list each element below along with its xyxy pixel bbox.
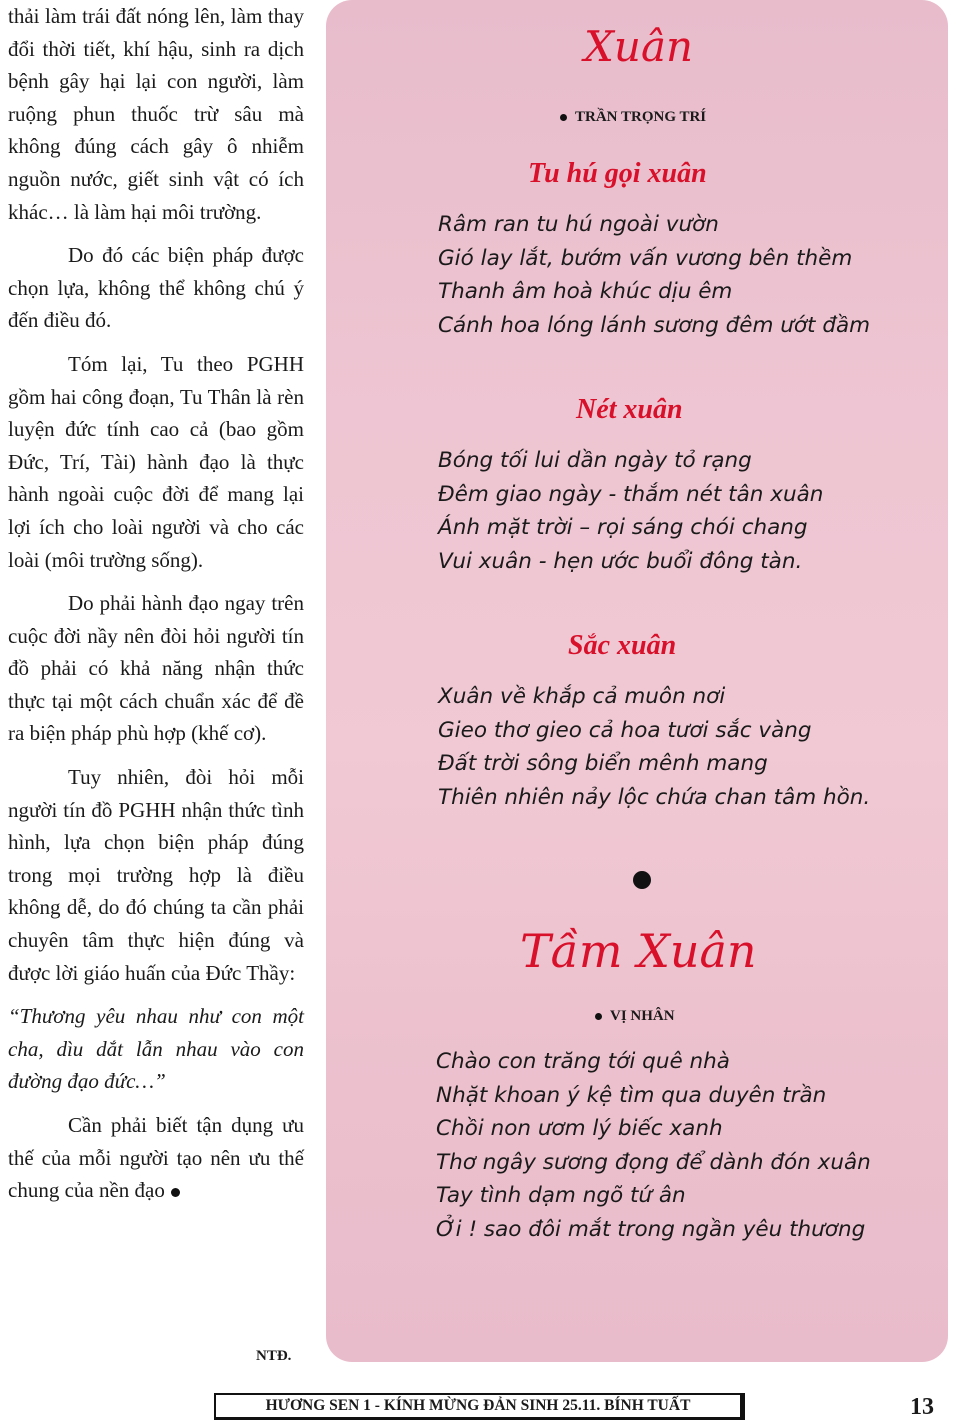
verse-line: Thanh âm hoà khúc dịu êm: [438, 279, 733, 305]
verse-line: Ánh mặt trời – rọi sáng chói chang: [438, 515, 808, 541]
poem-2-verse: [436, 1045, 871, 1247]
section-3-verse: [438, 680, 870, 814]
quote: “Thương yêu nhau như con một cha, dìu dắt lẫn nhau vào con đường đạo đức…”: [8, 1004, 304, 1094]
poem-1-author-name: TRẦN TRỌNG TRÍ: [575, 109, 707, 125]
verse-line: Đêm giao ngày - thắm nét tân xuân: [438, 481, 824, 507]
separator-dot: [633, 871, 651, 889]
bullet-icon: [560, 114, 567, 121]
paragraph-5: Tuy nhiên, đòi hỏi mỗi người tín đồ PGHH nhận thức tình hình, lựa chọn biện pháp đúng trong mọi trường hợp là điều không dễ, do đó chúng ta cần phải chuyên tâm thực hiện đúng và được lời giáo huấn của Đức Thầy:: [8, 765, 304, 985]
end-bullet: [171, 1188, 180, 1197]
paragraph-4: Do phải hành đạo ngay trên cuộc đời nầy nên đòi hỏi người tín đồ phải có khả năng nhận thức thực tại một cách chuẩn xác để đề ra biện pháp phù hợp (khế cơ).: [8, 591, 304, 746]
verse-line: Gió lay lắt, bướm vấn vương bên thềm: [438, 245, 853, 271]
verse-line: Cánh hoa lóng lánh sương đêm ướt đầm: [438, 312, 871, 338]
section-1-verse: [438, 208, 870, 342]
verse-line: Ởi ! sao đôi mắt trong ngần yêu thương: [436, 1216, 866, 1242]
paragraph-1: thải làm trái đất nóng lên, làm thay đổi thời tiết, khí hậu, sinh ra dịch bệnh gây hại lại con người, làm ruộng phun thuốc trừ sâu mà không đúng cách gây ô nhiễm nguồn nước, giết sinh vật có ích khác… là làm hại môi trường.: [8, 4, 304, 224]
poem-2-author-name: VỊ NHÂN: [610, 1008, 675, 1024]
article-column: [8, 0, 304, 1218]
paragraph-6-text: Cần phải biết tận dụng ưu thế của mỗi người tạo nên ưu thế chung của nền đạo: [8, 1113, 304, 1203]
section-2-title: Nét xuân: [576, 394, 683, 425]
page-number: 13: [910, 1394, 934, 1420]
paragraph-6: [8, 1109, 304, 1207]
verse-line: Thơ ngây sương đọng để dành đón xuân: [436, 1149, 871, 1175]
verse-line: Bóng tối lui dần ngày tỏ rạng: [438, 448, 752, 473]
poem-1-title: Xuân: [584, 22, 694, 71]
verse-line: Chào con trăng tới quê nhà: [436, 1049, 730, 1074]
verse-line: Thiên nhiên nảy lộc chứa chan tâm hồn.: [438, 784, 871, 810]
bullet-icon: [595, 1013, 602, 1020]
verse-line: Xuân về khắp cả muôn nơi: [438, 684, 726, 709]
verse-line: Gieo thơ gieo cả hoa tươi sắc vàng: [438, 717, 812, 743]
verse-line: Đất trời sông biển mênh mang: [438, 751, 768, 777]
section-3-title: Sắc xuân: [568, 630, 677, 661]
verse-line: Tay tình dạm ngõ tứ ân: [436, 1183, 686, 1209]
verse-line: Râm ran tu hú ngoài vườn: [438, 212, 719, 237]
poem-2-author: [595, 1008, 675, 1025]
poem-1-author: [560, 109, 706, 126]
footer-banner: HƯƠNG SEN 1 - KÍNH MỪNG ĐẢN SINH 25.11. BÍNH TUẤT: [214, 1393, 745, 1420]
paragraph-2: Do đó các biện pháp được chọn lựa, không thể không chú ý đến điều đó.: [8, 243, 304, 333]
section-2-verse: [438, 444, 823, 578]
paragraph-3: Tóm lại, Tu theo PGHH gồm hai công đoạn, Tu Thân là rèn luyện đức tính cao cả (bao gồm Đức, Trí, Tài) hành đạo là thực hành ngoài cuộc đời để mang lại lợi ích cho loài người và cho các loài (môi trường sống).: [8, 351, 304, 572]
poem-2-title: Tầm Xuân: [520, 924, 757, 978]
verse-line: Nhặt khoan ý kệ tìm qua duyên trần: [436, 1082, 827, 1108]
verse-line: Vui xuân - hẹn ước buổi đông tàn.: [438, 548, 803, 574]
section-1-title: Tu hú gọi xuân: [528, 158, 707, 189]
verse-line: Chồi non ươm lý biếc xanh: [436, 1116, 723, 1142]
signature: NTĐ.: [256, 1348, 292, 1364]
